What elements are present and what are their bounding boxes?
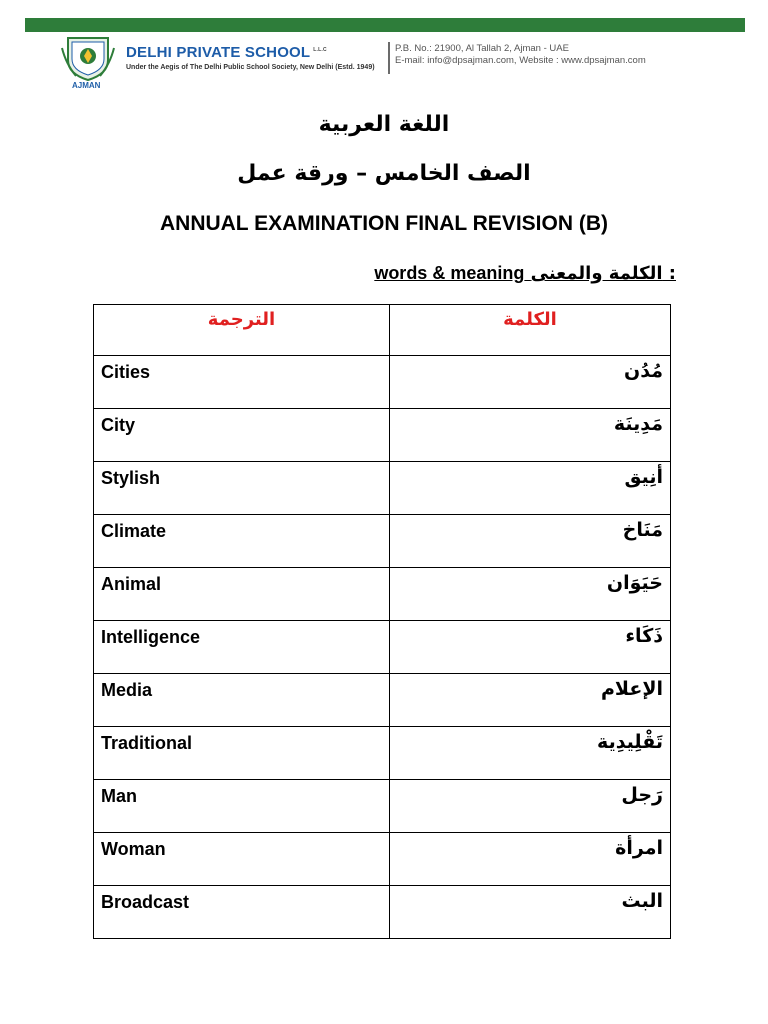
table-header-row bbox=[94, 305, 671, 356]
school-name: DELHI PRIVATE SCHOOL $^{L.L.C}$ bbox=[126, 44, 327, 61]
school-crest-icon bbox=[58, 34, 118, 84]
translation-cell: Cities bbox=[94, 356, 390, 409]
word-cell: الإعلام bbox=[390, 674, 671, 727]
table-row bbox=[94, 515, 671, 568]
exam-title: ANNUAL EXAMINATION FINAL REVISION (B) bbox=[159, 212, 608, 235]
word-cell: مَدِينَة bbox=[390, 409, 671, 462]
table-row bbox=[94, 780, 671, 833]
top-green-bar bbox=[25, 18, 745, 32]
school-aegis: Under the Aegis of The Delhi Public School Society, New Delhi (Estd. 1949) bbox=[126, 64, 375, 71]
translation-cell: Man bbox=[94, 780, 390, 833]
subheading-ar: الكلمة والمعنى : bbox=[530, 263, 676, 284]
table-row bbox=[94, 674, 671, 727]
translation-cell: Stylish bbox=[94, 462, 390, 515]
table-row bbox=[94, 462, 671, 515]
table-row bbox=[94, 409, 671, 462]
letterhead bbox=[50, 34, 740, 88]
translation-cell: Intelligence bbox=[94, 621, 390, 674]
table-row bbox=[94, 833, 671, 886]
section-subheading bbox=[338, 263, 676, 284]
header-word: الكلمة bbox=[390, 305, 671, 356]
table-row bbox=[94, 568, 671, 621]
vocabulary-table bbox=[93, 304, 671, 939]
word-cell: البث bbox=[390, 886, 671, 939]
table-row bbox=[94, 621, 671, 674]
contact-info bbox=[395, 43, 646, 67]
translation-cell: Climate bbox=[94, 515, 390, 568]
subject-title-ar: اللغة العربية bbox=[318, 112, 450, 137]
translation-cell: Animal bbox=[94, 568, 390, 621]
header-translation: الترجمة bbox=[94, 305, 390, 356]
translation-cell: Traditional bbox=[94, 727, 390, 780]
translation-cell: Woman bbox=[94, 833, 390, 886]
school-llc: L.L.C bbox=[313, 47, 327, 53]
contact-email-web: E-mail: info@dpsajman.com, Website : www.dpsajman.com bbox=[395, 55, 646, 66]
translation-cell: Broadcast bbox=[94, 886, 390, 939]
word-cell: مُدُن bbox=[390, 356, 671, 409]
table-row bbox=[94, 886, 671, 939]
subheading-en: words & meaning bbox=[374, 263, 525, 283]
translation-cell: Media bbox=[94, 674, 390, 727]
contact-address: P.B. No.: 21900, Al Tallah 2, Ajman - UAE bbox=[395, 43, 569, 54]
word-cell: مَنَاخ bbox=[390, 515, 671, 568]
translation-cell: City bbox=[94, 409, 390, 462]
logo-caption: AJMAN bbox=[72, 81, 101, 90]
word-cell: تَقْلِيدِية bbox=[390, 727, 671, 780]
word-cell: رَجل bbox=[390, 780, 671, 833]
table-row bbox=[94, 356, 671, 409]
table-row bbox=[94, 727, 671, 780]
word-cell: ذَكَاء bbox=[390, 621, 671, 674]
word-cell: حَيَوَان bbox=[390, 568, 671, 621]
grade-title-ar: الصف الخامس – ورقة عمل bbox=[237, 161, 531, 186]
header-divider bbox=[388, 42, 390, 74]
word-cell: أنِيق bbox=[390, 462, 671, 515]
word-cell: امرأة bbox=[390, 833, 671, 886]
